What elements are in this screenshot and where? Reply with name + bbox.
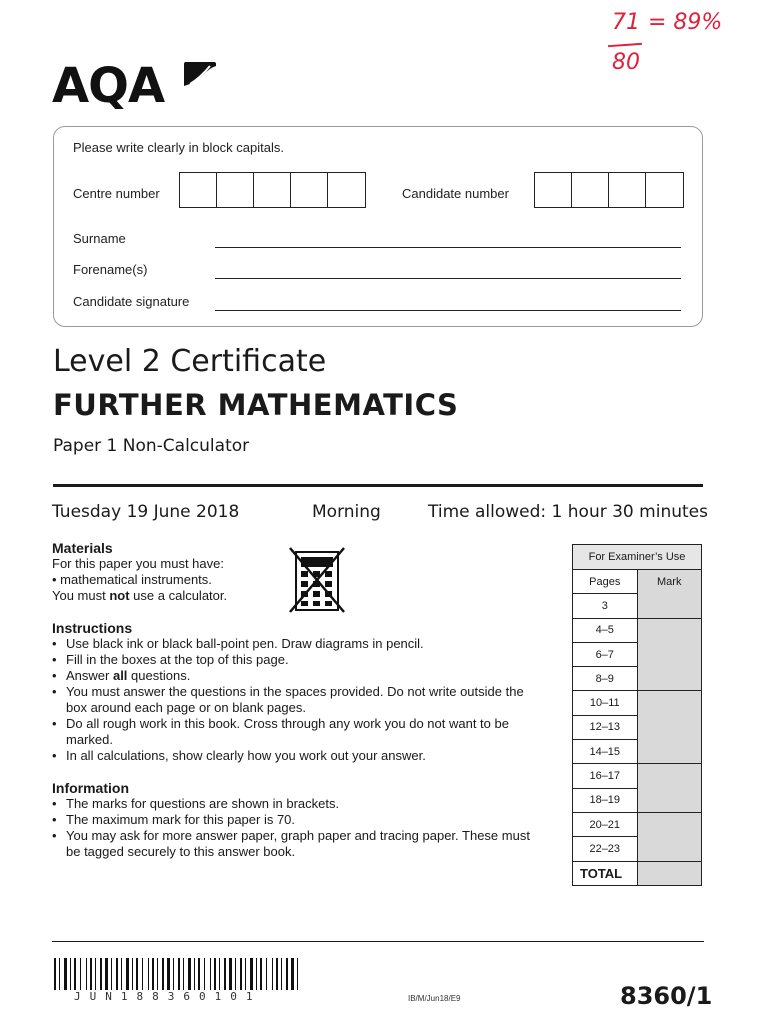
text-part: You must [52,588,110,603]
pages-cell: 10–11 [573,691,638,715]
barcode-bar [54,958,56,990]
barcode-text: JUN188360101 [74,990,262,1003]
digit-box[interactable] [254,173,291,207]
barcode-bar [281,958,282,990]
instructions-heading: Instructions [52,620,133,636]
digit-box[interactable] [328,173,365,207]
list-item: • You must answer the questions in the spaces provided. Do not write outside the box around each page or on blank pages. [52,684,542,716]
text-part: questions. [127,668,191,683]
pages-cell: 18–19 [573,788,638,812]
barcode-bar [235,958,236,990]
time-allowed: Time allowed: 1 hour 30 minutes [428,502,708,522]
emphasis-text: not [109,588,130,603]
forename-field[interactable] [215,278,681,279]
centre-number-field[interactable] [179,172,366,208]
digit-box[interactable] [572,173,609,207]
barcode-bar [136,958,138,990]
total-label: TOTAL [573,861,638,885]
digit-box[interactable] [180,173,217,207]
list-item: • In all calculations, show clearly how you work out your answer. [52,748,542,764]
barcode-bar [148,958,149,990]
barcode-bar [70,958,71,990]
barcode-bar [183,958,184,990]
candidate-number-label: Candidate number [402,186,509,201]
total-mark-cell[interactable] [637,861,702,885]
barcode-bar [214,958,216,990]
list-item: • Fill in the boxes at the top of this page. [52,652,542,668]
barcode-bar [173,958,174,990]
pages-cell: 3 [573,594,638,618]
barcode-bar [266,958,267,990]
digit-box[interactable] [609,173,646,207]
list-item [52,668,542,684]
mark-cell[interactable] [637,691,702,764]
handwritten-score-numerator: 71 [612,10,640,35]
pages-cell: 20–21 [573,812,638,836]
qualification-level: Level 2 Certificate [53,344,327,379]
pages-cell: 8–9 [573,667,638,691]
pages-cell: 4–5 [573,618,638,642]
reference-code: IB/M/Jun18/E9 [408,994,461,1003]
surname-label: Surname [73,231,126,246]
barcode-bar [121,958,122,990]
barcode-bar [105,958,108,990]
signature-label: Candidate signature [73,294,190,309]
subject-title: FURTHER MATHEMATICS [53,388,459,422]
exam-date: Tuesday 19 June 2018 [52,502,240,522]
block-capitals-instruction: Please write clearly in block capitals. [73,140,284,155]
handwritten-score-denominator: 80 [612,50,640,75]
materials-text [52,556,272,604]
barcode-bar [59,958,60,990]
text-part: use a calculator. [129,588,228,603]
materials-line: For this paper you must have: [52,556,224,571]
barcode-bar [297,958,298,990]
barcode-bar [100,958,102,990]
list-item: • The marks for questions are shown in brackets. [52,796,542,812]
barcode-bar [74,958,76,990]
pages-cell: 22–23 [573,837,638,861]
no-calculator-icon [288,546,346,614]
mark-cell[interactable] [637,812,702,861]
materials-line [52,588,272,604]
barcode-bar [142,958,143,990]
list-item: • Use black ink or black ball-point pen. Draw diagrams in pencil. [52,636,542,652]
exam-session: Morning [312,502,381,522]
barcode-bar [198,958,200,990]
barcode-bar [152,958,154,990]
digit-box[interactable] [535,173,572,207]
barcode-bar [132,958,133,990]
information-heading: Information [52,780,129,796]
barcode-bar [286,958,288,990]
information-list [52,796,542,860]
barcode-bar [86,958,87,990]
barcode-bar [276,958,278,990]
aqa-logo [52,60,222,112]
barcode-bar [80,958,81,990]
barcode-bar [256,958,257,990]
barcode-bar [188,958,191,990]
barcode-bar [219,958,220,990]
centre-number-label: Centre number [73,186,160,201]
pages-column-header: Pages [573,570,638,594]
pages-cell: 12–13 [573,715,638,739]
barcode-bar [250,958,253,990]
digit-box[interactable] [217,173,254,207]
barcode-bar [224,958,226,990]
paper-title: Paper 1 Non-Calculator [53,436,250,456]
barcode-bar [291,958,294,990]
barcode-bar [210,958,211,990]
mark-column-header: Mark [637,570,702,619]
list-item: • The maximum mark for this paper is 70. [52,812,542,828]
barcode-bar [272,958,273,990]
pages-cell: 6–7 [573,642,638,666]
list-item: • You may ask for more answer paper, graph paper and tracing paper. These must be tagged securely to this answer book. [52,828,542,860]
barcode-bar [194,958,195,990]
candidate-number-field[interactable] [534,172,684,208]
surname-field[interactable] [215,247,681,248]
pages-cell: 16–17 [573,764,638,788]
footer-divider [52,941,704,942]
barcode-bar [95,958,96,990]
barcode-bar [178,958,180,990]
list-item: • Do all rough work in this book. Cross through any work you do not want to be marked. [52,716,542,748]
materials-heading: Materials [52,540,113,556]
barcode-bar [162,958,164,990]
examiner-table-title: For Examiner’s Use [573,545,702,570]
handwritten-percentage: = 89% [648,10,723,35]
signature-field[interactable] [215,310,681,311]
barcode-bar [167,958,170,990]
barcode-bar [245,958,246,990]
barcode-bar [260,958,262,990]
mark-cell[interactable] [637,764,702,813]
barcode-bar [157,958,158,990]
divider [53,484,703,487]
barcode-bar [116,958,118,990]
materials-item-text: mathematical instruments. [60,572,212,587]
emphasis-text: all [112,668,128,683]
handwritten-fraction-bar [608,43,642,47]
barcode-bar [64,958,67,990]
examiner-use-table [572,544,702,886]
leaf-icon [180,60,218,88]
pages-cell: 14–15 [573,740,638,764]
materials-item: • mathematical instruments. [52,572,212,587]
logo-text: AQA [52,58,165,114]
barcode-bar [111,958,112,990]
forename-label: Forename(s) [73,262,148,277]
text-part: Answer [66,668,113,683]
paper-code: 8360/1 [620,982,713,1010]
mark-cell[interactable] [637,618,702,691]
barcode-bar [90,958,92,990]
barcode-bar [240,958,242,990]
barcode-icon [54,958,300,990]
digit-box[interactable] [291,173,328,207]
barcode-bar [126,958,129,990]
barcode-bar [204,958,205,990]
digit-box[interactable] [646,173,683,207]
barcode-bar [229,958,232,990]
instructions-list [52,636,542,764]
